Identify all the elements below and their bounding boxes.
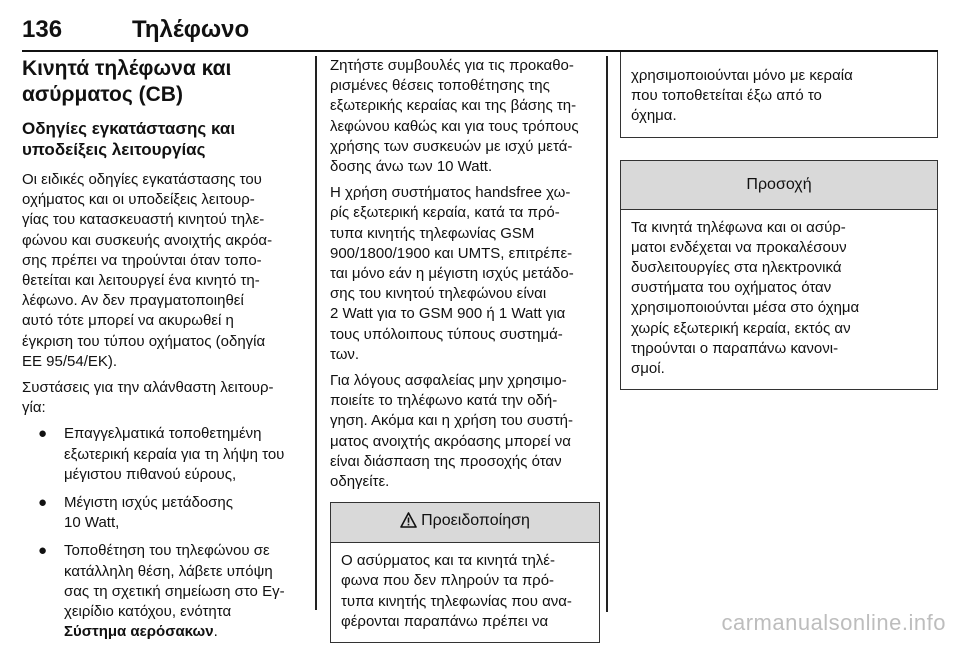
column-divider-1 xyxy=(315,56,317,610)
running-title: Τηλέφωνο xyxy=(132,16,250,43)
page-header xyxy=(22,16,938,50)
caution-title: Προσοχή xyxy=(746,175,812,193)
caution-box xyxy=(620,160,938,391)
caution-box-header xyxy=(621,161,937,210)
bullet-icon: ● xyxy=(38,494,48,512)
watermark: carmanualsonline.info xyxy=(721,610,946,635)
section-heading-text: Κινητά τηλέφωνα και ασύρματος (CB) xyxy=(22,57,232,106)
warning-box-header xyxy=(331,503,599,543)
column-3 xyxy=(620,56,938,390)
warning-continued-text: χρησιμοποιούνται μόνο με κεραία που τοποθετείται έξω από το όχημα. xyxy=(631,67,853,125)
subsection-heading-text: Οδηγίες εγκατάστασης και υποδείξεις λειτουργίας xyxy=(22,119,236,159)
list-item-text: Τοποθέτηση του τηλεφώνου σε κατάλληλη θέση, λάβετε υπόψη σας τη σχετική σημείωση στο Εγ- χειρίδιο κατόχου, ενότητα xyxy=(64,542,285,621)
subsection-heading xyxy=(22,118,298,160)
bullet-icon: ● xyxy=(38,425,48,443)
xref-suffix: . xyxy=(213,623,218,641)
safety-paragraph: Για λόγους ασφαλείας μην χρησιμο- ποιείτε το τηλέφωνο κατά την οδή- γηση. Ακόμα και η χρήση του συστή- ματος ανοιχτής ακρόασης μπορεί να είναι διάσπαση της προσοχής όταν οδηγείτε. xyxy=(330,372,574,491)
warning-text: Ο ασύρματος και τα κινητά τηλέ- φωνα που δεν πληρούν τα πρό- τυπα κινητής τηλεφωνίας που ανα- φέρονται παραπάνω πρέπει να xyxy=(341,552,572,630)
warning-triangle-icon xyxy=(400,512,417,534)
warning-box xyxy=(330,502,600,643)
section-heading xyxy=(22,56,298,108)
column-divider-2 xyxy=(606,56,608,612)
list-item xyxy=(22,493,298,533)
airbag-system-link[interactable]: Σύστημα αερόσακων xyxy=(64,623,214,641)
page-number: 136 xyxy=(22,16,63,43)
list-item xyxy=(22,424,298,485)
list-item-text: Μέγιστη ισχύς μετάδοσης 10 Watt, xyxy=(64,494,234,532)
column-2 xyxy=(330,56,600,643)
antenna-advice-paragraph: Ζητήστε συμβουλές για τις προκαθο- ρισμένες θέσεις τοποθέτησης της εξωτερικής κεραίας και της βάσης τη- λεφώνου καθώς και για τους τρόπους χρήσης των συσκευών με ισχύ μετά- δοσης άνω των 10 Watt. xyxy=(330,57,579,176)
warning-title: Προειδοποίηση xyxy=(421,512,530,530)
list-item-text: Επαγγελματικά τοποθετημένη εξωτερική κεραία για τη λήψη του μέγιστου πιθανού εύρους, xyxy=(64,425,285,483)
bullet-icon: ● xyxy=(38,542,48,560)
intro-paragraph: Οι ειδικές οδηγίες εγκατάστασης του οχήματος και οι υποδείξεις λειτουρ- γίας του κατασκευαστή κινητού τηλε- φώνου και συσκευής ανοιχτής ακρόα- σης πρέπει να τηρούνται όταν τοπο- θετείται και λειτουργεί ένα κινητό τη- λέφωνο. Αν δεν πραγματοποιηθεί αυτό τότε μπορεί να ακυρωθεί η έγκριση του τύπου οχήματος (οδηγία ΕΕ 95/54/ΕΚ). xyxy=(22,171,273,370)
recommendations-paragraph: Συστάσεις για την αλάνθαστη λειτουρ- γία: xyxy=(22,379,274,417)
list-item xyxy=(22,541,298,642)
column-1 xyxy=(22,56,298,650)
caution-text: Τα κινητά τηλέφωνα και οι ασύρ- ματοι ενδέχεται να προκαλέσουν δυσλειτουργίες στα ηλεκτρονικά συστήματα του οχήματος όταν χρησιμοποιούνται μέσα στο όχημα χωρίς εξωτερική κεραία, εκτός αν τηρούνται ο παραπάνω κανονι- σμοί. xyxy=(631,218,860,378)
warning-box-continued xyxy=(620,52,938,138)
handsfree-paragraph: Η χρήση συστήματος handsfree χω- ρίς εξωτερική κεραία, κατά τα πρό- τυπα κινητής τηλεφωνίας GSM 900/1800/1900 και UMTS, επιτρέπε- ται μόνο εάν η μέγιστη ισχύς μετάδο- σης του κινητού τηλεφώνου είναι 2 Watt για το GSM 900 ή 1 Watt για τους υπόλοιπους τύπους συστημά- των. xyxy=(330,184,574,363)
recommendations-list xyxy=(22,424,298,642)
